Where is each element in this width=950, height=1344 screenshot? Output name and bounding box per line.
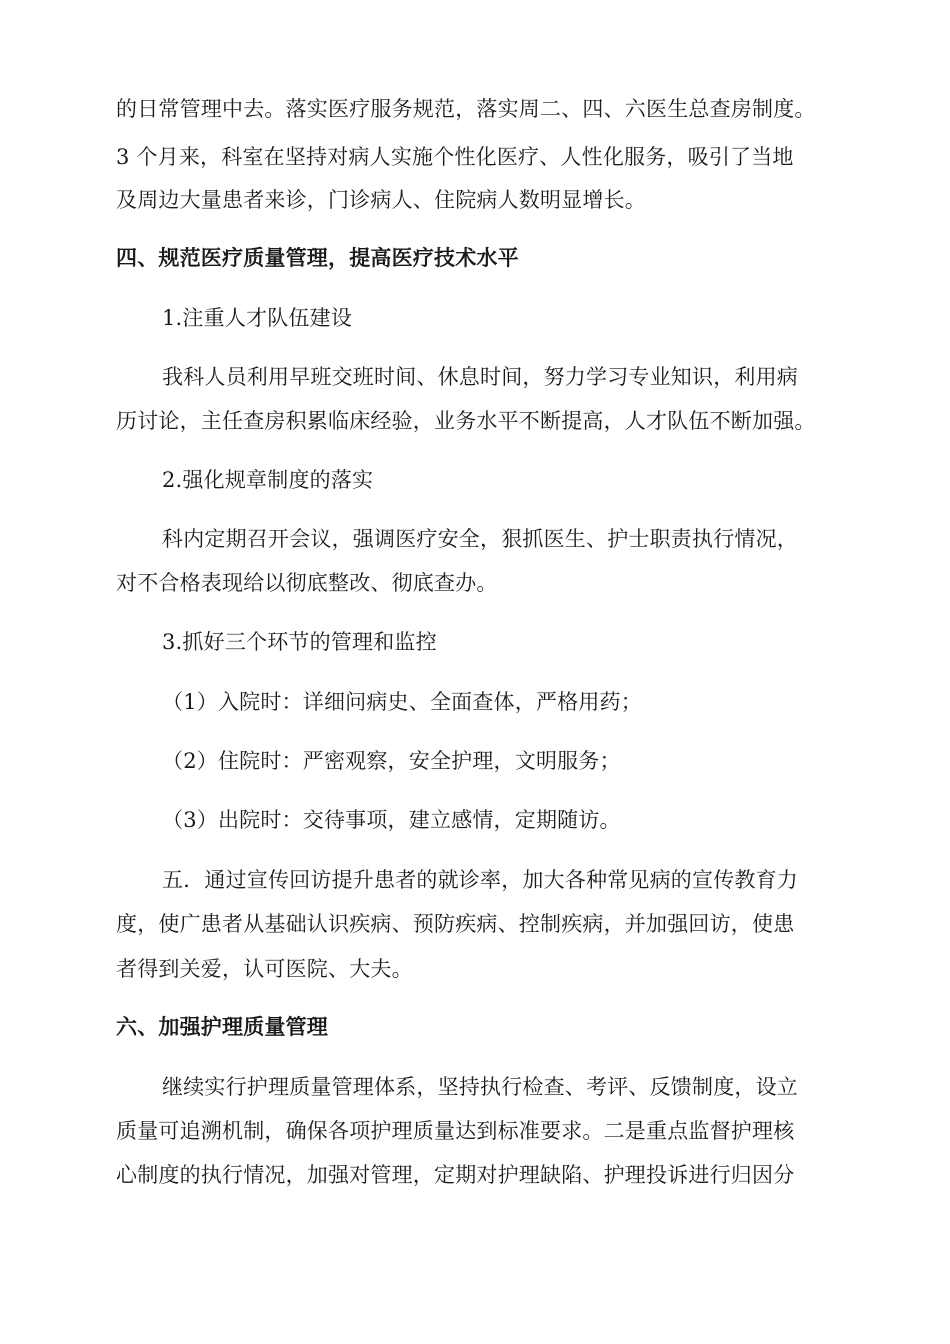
- item-2-line-1: 科内定期召开会议，强调医疗安全，狠抓医生、护士职责执行情况，: [162, 527, 798, 551]
- item-2-line-2: 对不合格表现给以彻底整改、彻底查办。: [116, 571, 498, 595]
- item-3-sub-2: （2）住院时：严密观察，安全护理，文明服务；: [162, 749, 621, 773]
- section-6-line-2: 质量可追溯机制，确保各项护理质量达到标准要求。二是重点监督护理核: [116, 1119, 795, 1143]
- item-3-sub-1: （1）入院时：详细问病史、全面查体，严格用药；: [162, 690, 642, 714]
- item-2-title: 2.强化规章制度的落实: [162, 468, 374, 492]
- item-1-line-1: 我科人员利用早班交班时间、休息时间，努力学习专业知识，利用病: [162, 365, 798, 389]
- intro-line-1: 的日常管理中去。落实医疗服务规范，落实周二、四、六医生总查房制度。: [116, 97, 816, 121]
- intro-line-3: 及周边大量患者来诊，门诊病人、住院病人数明显增长。: [116, 188, 646, 212]
- section-6-heading: 六、加强护理质量管理: [116, 1014, 328, 1039]
- section-6-line-3: 心制度的执行情况，加强对管理，定期对护理缺陷、护理投诉进行归因分: [116, 1163, 795, 1187]
- intro-line-2: 3 个月来，科室在坚持对病人实施个性化医疗、人性化服务，吸引了当地: [116, 145, 794, 169]
- section-5-line-2: 度，使广患者从基础认识疾病、预防疾病、控制疾病，并加强回访，使患: [116, 912, 795, 936]
- item-3-sub-3: （3）出院时：交待事项，建立感情，定期随访。: [162, 808, 621, 832]
- section-5-line-1: 五．通过宣传回访提升患者的就诊率，加大各种常见病的宣传教育力: [162, 868, 798, 892]
- item-1-line-2: 历讨论，主任查房积累临床经验，业务水平不断提高，人才队伍不断加强。: [116, 409, 816, 433]
- section-6-line-1: 继续实行护理质量管理体系，坚持执行检查、考评、反馈制度，设立: [162, 1075, 798, 1099]
- item-3-title: 3.抓好三个环节的管理和监控: [162, 630, 437, 654]
- section-5-line-3: 者得到关爱，认可医院、大夫。: [116, 957, 413, 981]
- section-4-heading: 四、规范医疗质量管理，提高医疗技术水平: [116, 245, 519, 270]
- item-1-title: 1.注重人才队伍建设: [162, 306, 353, 330]
